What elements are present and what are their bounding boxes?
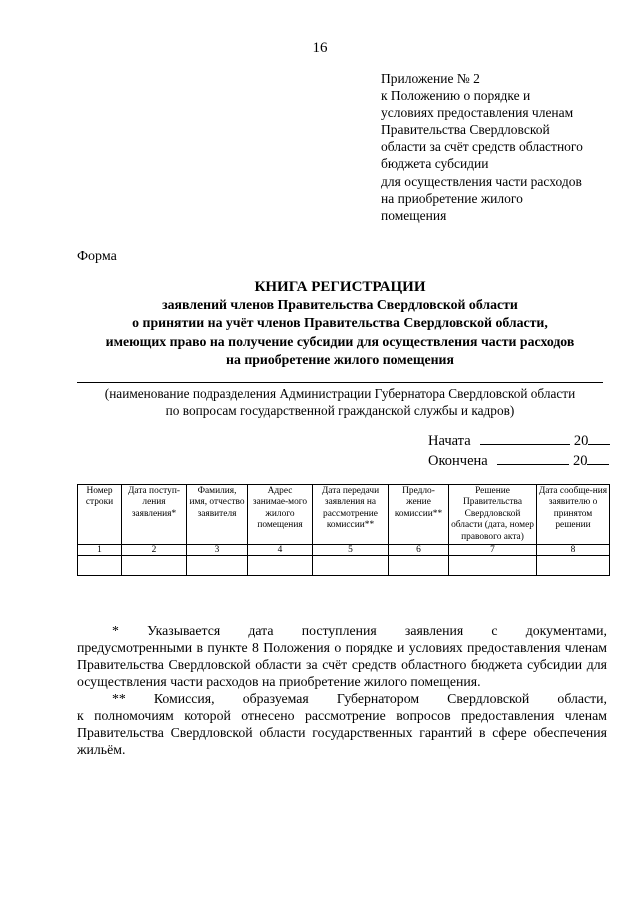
appendix-line: Приложение № 2 [381,71,480,86]
footnote-1-text: предусмотренными в пункте 8 Положения о порядке и условиях предоставления членам Правительства Свердловской области за счёт средств областного бюджета субсидии для осуществления части расходов на приобретение жилого помещения. [77,640,607,689]
table-cell [248,556,313,576]
date-started-row [428,431,610,451]
title-line: имеющих право на получение субсидии для осуществления части расходов [105,333,575,349]
column-header: Дата поступ-ления заявления* [122,485,187,545]
form-label: Форма [77,249,117,264]
footnote-1-first-line: * Указывается дата поступления заявления с документами, [112,623,607,638]
title-line: о принятии на учёт членов Правительства Свердловской области, [132,315,548,331]
title-line: заявлений членов Правительства Свердловской области [162,297,518,312]
table-cell [449,556,537,576]
finished-year-blank [587,452,609,465]
column-header: Предло-жение комиссии** [389,485,449,545]
started-date-blank [480,432,570,445]
appendix-line: условиях предоставления членам [381,105,574,121]
table-cell [187,556,248,576]
footnote-2-first-line: ** Комиссия, образуемая Губернатором Свердловской области, [112,691,607,706]
started-year: 20 [573,433,589,449]
title-line: на приобретение жилого помещения [226,351,454,367]
column-header: Фамилия, имя, отчество заявителя [187,485,248,545]
appendix-line: к Положению о порядке и [381,88,531,104]
column-number: 7 [449,545,537,556]
footnotes [77,622,607,758]
finished-date-blank [497,452,569,465]
table-row [78,556,610,576]
footnote-2-text: к полномочиям которой отнесено рассмотрение вопросов предоставления членам Правительства Свердловской области государственных гарантий в сфере обеспечения жильём. [77,708,607,757]
registration-table [77,484,610,576]
appendix-line: помещения [381,207,447,223]
subdivision-caption [60,385,620,419]
column-number: 6 [389,545,449,556]
page-number: 16 [312,40,328,56]
column-number: 8 [537,545,610,556]
appendix-block [381,70,626,224]
table-cell [78,556,122,576]
appendix-line: для осуществления части расходов [381,173,582,189]
subdivision-fill-line [77,382,603,383]
appendix-line: бюджета субсидии [381,156,489,172]
column-header: Дата сообще-ния заявителю о принятом решении [537,485,610,545]
started-year-blank [588,432,610,445]
finished-year: 20 [572,453,588,469]
table-cell [122,556,187,576]
table-cell [389,556,449,576]
started-label: Начата [428,433,471,449]
subdivision-line: (наименование подразделения Администрации Губернатора Свердловской области [104,386,576,401]
document-title [70,278,610,369]
column-number-row [78,545,610,556]
column-number: 1 [78,545,122,556]
book-dates [428,431,610,471]
column-header: Номер строки [78,485,122,545]
column-number: 2 [122,545,187,556]
table-cell [313,556,389,576]
column-number: 4 [248,545,313,556]
subdivision-line: по вопросам государственной гражданской службы и кадров) [165,403,515,418]
column-number: 3 [187,545,248,556]
table-header-row [78,485,610,545]
title-main: КНИГА РЕГИСТРАЦИИ [254,279,426,295]
table-cell [537,556,610,576]
finished-label: Окончена [428,453,488,469]
column-header: Решение Правительства Свердловской области (дата, номер правового акта) [449,485,537,545]
column-header: Дата передачи заявления на рассмотрение комиссии** [313,485,389,545]
column-number: 5 [313,545,389,556]
appendix-line: на приобретение жилого [381,190,523,206]
column-header: Адрес занимае-мого жилого помещения [248,485,313,545]
date-finished-row [428,451,610,471]
appendix-line: Правительства Свердловской [381,122,550,138]
appendix-line: области за счёт средств областного [381,139,583,155]
